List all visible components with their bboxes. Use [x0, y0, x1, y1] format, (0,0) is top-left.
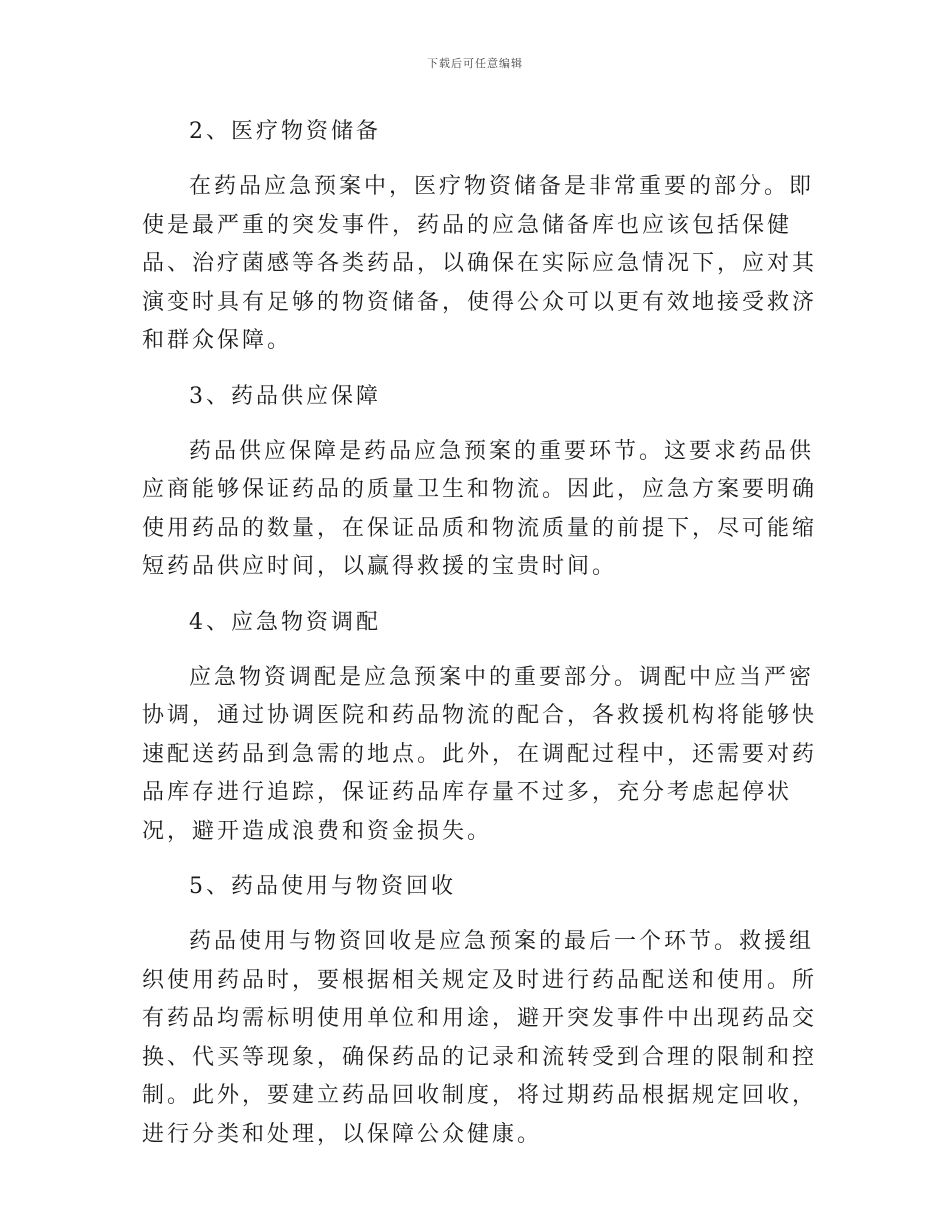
section-heading: 3、药品供应保障 [189, 383, 381, 409]
paragraph-line: 药品使用与物资回收是应急预案的最后一个环节。救援组 [189, 929, 815, 954]
paragraph-line: 换、代买等现象，确保药品的记录和流转受到合理的限制和控 [142, 1044, 818, 1070]
section-heading: 5、药品使用与物资回收 [189, 874, 456, 899]
paragraph-line: 品、治疗菌感等各类药品，以确保在实际应急情况下，应对其 [142, 251, 818, 276]
page-header: 下载后可任意编辑 [427, 57, 523, 70]
section-paragraph [142, 433, 818, 587]
paragraph-line: 进行分类和处理，以保障公众健康。 [142, 1121, 543, 1147]
section-paragraph [142, 659, 818, 852]
paragraph-line: 药品供应保障是药品应急预案的重要环节。这要求药品供 [189, 438, 815, 464]
paragraph-line: 织使用药品时，要根据相关规定及时进行药品配送和使用。所 [142, 967, 818, 993]
paragraph-line: 短药品供应时间，以赢得救援的宝贵时间。 [142, 554, 618, 579]
paragraph-line: 品库存进行追踪，保证药品库存量不过多，充分考虑起停状 [142, 780, 793, 805]
paragraph-line: 和群众保障。 [142, 328, 293, 353]
section-heading: 4、应急物资调配 [189, 609, 381, 635]
paragraph-line: 演变时具有足够的物资储备，使得公众可以更有效地接受救济 [142, 289, 818, 315]
paragraph-line: 制。此外，要建立药品回收制度，将过期药品根据规定回收， [142, 1083, 818, 1108]
section-paragraph [142, 923, 818, 1154]
paragraph-line: 应商能够保证药品的质量卫生和物流。因此，应急方案要明确 [142, 477, 818, 502]
paragraph-line: 在药品应急预案中，医疗物资储备是非常重要的部分。即 [189, 174, 815, 199]
document-body [142, 113, 818, 1171]
paragraph-line: 使是最严重的突发事件，药品的应急储备库也应该包括保健 [142, 212, 793, 238]
paragraph-line: 协调，通过协调医院和药品物流的配合，各救援机构将能够快 [142, 703, 818, 728]
paragraph-line: 应急物资调配是应急预案中的重要部分。调配中应当严密 [189, 664, 815, 690]
paragraph-line: 有药品均需标明使用单位和用途，避开突发事件中出现药品交 [142, 1006, 818, 1031]
section-paragraph [142, 168, 818, 361]
paragraph-line: 使用药品的数量，在保证品质和物流质量的前提下，尽可能缩 [142, 515, 818, 541]
paragraph-line: 速配送药品到急需的地点。此外，在调配过程中，还需要对药 [142, 741, 818, 767]
section-heading: 2、医疗物资储备 [189, 119, 381, 144]
paragraph-line: 况，避开造成浪费和资金损失。 [142, 818, 493, 844]
